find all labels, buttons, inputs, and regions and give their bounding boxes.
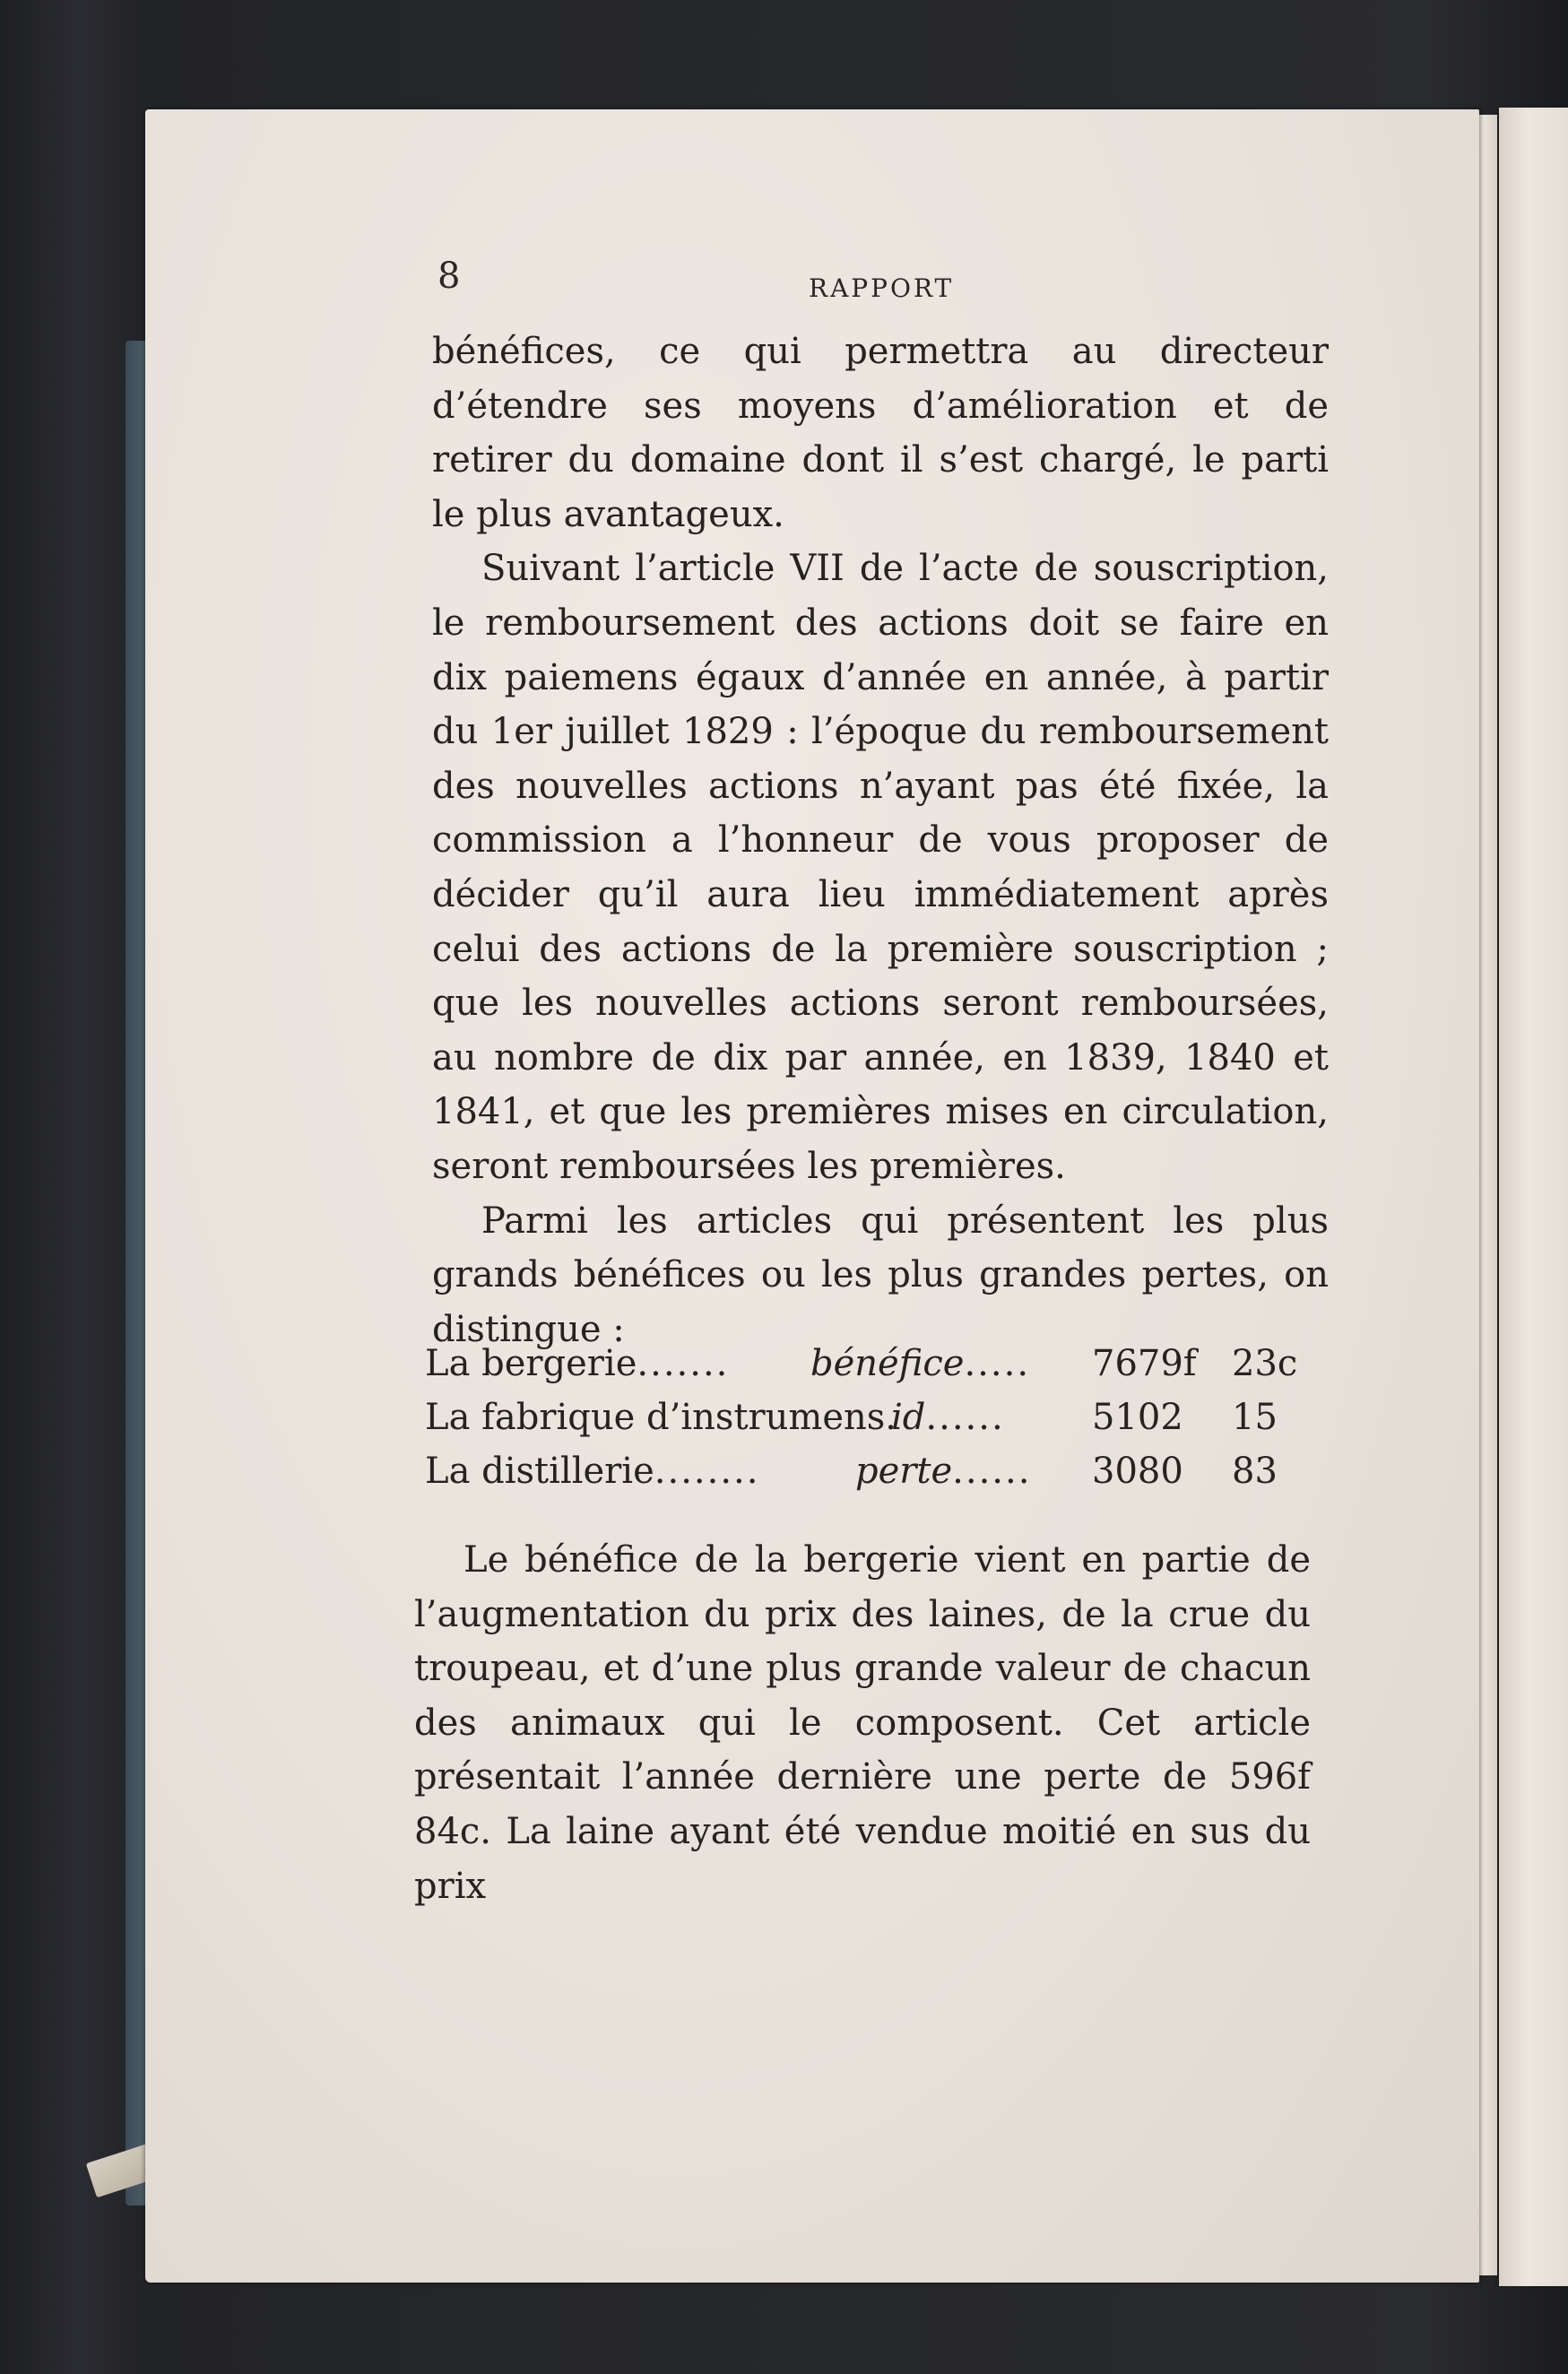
running-title: RAPPORT [809, 273, 955, 303]
row-amount: 7679f [1092, 1343, 1197, 1384]
paragraph-1: bénéfices, ce qui permettra au directeur d’étendre ses moyens d’amélioration et de retirer du domaine dont il s’est chargé, le parti le plus avantageux. [432, 331, 1329, 535]
row-kind: id...... [891, 1397, 1005, 1438]
table-row [425, 1451, 1321, 1504]
row-kind: perte...... [855, 1451, 1032, 1492]
paragraph-4: Le bénéfice de la bergerie vient en partie de l’augmentation du prix des laines, de la crue du troupeau, et d’une plus grande valeur de chacun des animaux qui le composent. Cet article présentait l’année dernière une perte de 596f 84c. La laine ayant été vendue moitié en sus du prix [414, 1539, 1311, 1907]
row-label: La bergerie....... [425, 1343, 730, 1384]
table-row [425, 1397, 1321, 1451]
page-number: 8 [437, 256, 461, 297]
row-kind: bénéfice..... [810, 1343, 1031, 1384]
row-amount: 3080 [1092, 1451, 1183, 1492]
paragraph-2: Suivant l’article VII de l’acte de souscription, le remboursement des actions doit se faire en dix paiemens égaux d’année en année, à partir du 1er juillet 1829 : l’époque du remboursement des nouvelles actions n’ayant pas été fixée, la commission a l’honneur de vous proposer de décider qu’il aura lieu immédiatement après celui des actions de la première souscription ; que les nouvelles actions seront remboursées, au nombre de dix par année, en 1839, 1840 et 1841, et que les premières mises en circulation, seront remboursées les premières. [432, 548, 1329, 1187]
body-text [432, 325, 1329, 1356]
table-row [425, 1343, 1321, 1397]
paragraph-3: Parmi les articles qui présentent les plus grands bénéfices ou les plus grandes pertes, on distingue : [432, 1200, 1329, 1350]
accounts-table [425, 1343, 1321, 1504]
facing-page-edge [1499, 108, 1568, 2286]
row-cents: 15 [1232, 1397, 1278, 1438]
row-cents: 23c [1232, 1343, 1298, 1384]
row-amount: 5102 [1092, 1397, 1183, 1438]
row-cents: 83 [1232, 1451, 1278, 1492]
body-text-continued [414, 1533, 1311, 1913]
row-label: La distillerie........ [425, 1451, 760, 1492]
row-label: La fabrique d’instrumens. [425, 1397, 897, 1438]
